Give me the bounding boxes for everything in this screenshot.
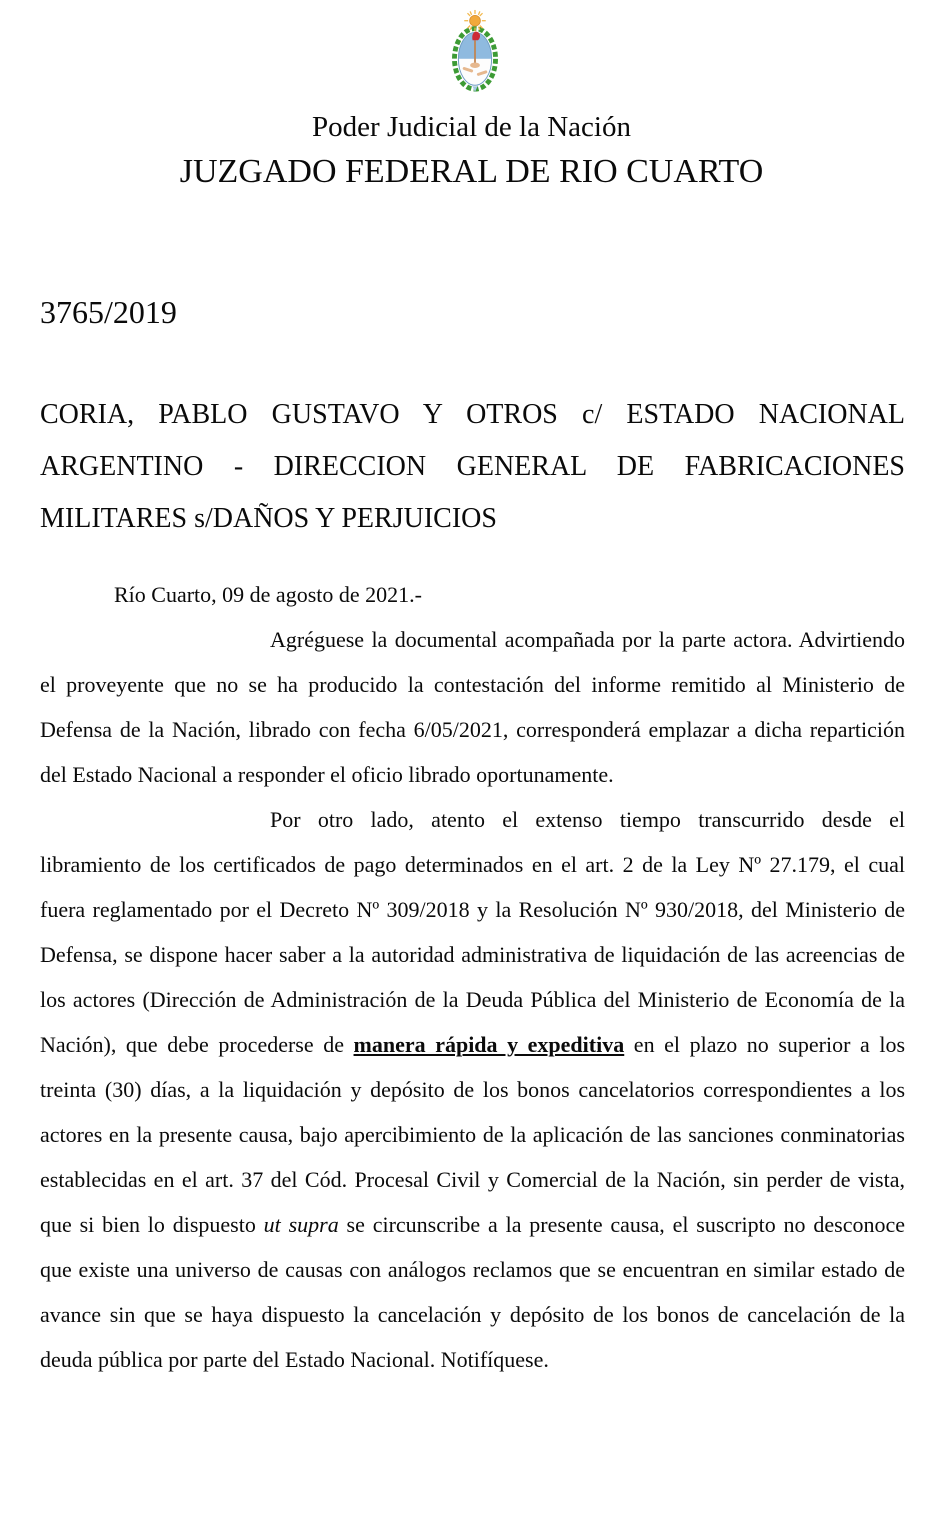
paragraph — [40, 617, 905, 797]
case-number: 3765/2019 — [40, 294, 177, 330]
institution-title: Poder Judicial de la Nación — [312, 111, 631, 143]
text-segment: manera rápida y expeditiva — [353, 1032, 625, 1057]
court-title: JUZGADO FEDERAL DE RIO CUARTO — [179, 153, 764, 190]
text-segment: ut supra — [263, 1212, 339, 1237]
text-segment: Agréguese la documental acompañada por la parte actora. Advirtiendo el proveyente que no se ha producido la contestación del informe remitido al Ministerio de Defensa de la Nación, librado con fecha 6/05/2021, corresponderá emplazar a dicha repartición del Estado Nacional a responder el oficio librado oportunamente. — [40, 627, 905, 787]
case-caption: CORIA, PABLO GUSTAVO Y OTROS c/ ESTADO NACIONAL ARGENTINO - DIRECCION GENERAL DE FABRICACIONES MILITARES s/DAÑOS Y PERJUICIOS — [40, 399, 905, 534]
body-paragraphs — [40, 617, 905, 1382]
text-segment: en el plazo no superior a los treinta (30) días, a la liquidación y depósito de los bonos cancelatorios correspondientes a los actores en la presente causa, bajo apercibimiento de la aplicación de las sanciones conminatorias establecidas en el art. 37 del Cód. Procesal Civil y Comercial de la Nación, sin perder de vista, que si bien lo dispuesto — [40, 1032, 906, 1237]
paragraph — [40, 797, 905, 1382]
text-segment: se circunscribe a la presente causa, el suscripto no desconoce que existe una universo de causas con análogos reclamos que se encuentran en similar estado de avance sin que se haya dispuesto la cancelación y depósito de los bonos de cancelación de la deuda pública por parte del Estado Nacional. Notifíquese. — [40, 1212, 905, 1372]
text-segment: Por otro lado, atento el extenso tiempo transcurrido desde el libramiento de los certificados de pago determinados en el art. 2 de la Ley Nº 27.179, el cual fuera reglamentado por el Decreto Nº 309/2018 y la Resolución Nº 930/2018, del Ministerio de Defensa, se dispone hacer saber a la autoridad administrativa de liquidación de las acreencias de los actores (Dirección de Administración de la Deuda Pública del Ministerio de Economía de la Nación), que debe procederse de — [40, 807, 905, 1057]
argentina-coat-of-arms-icon — [443, 8, 507, 96]
document-body — [40, 572, 905, 1382]
dateline: Río Cuarto, 09 de agosto de 2021.- — [114, 582, 422, 607]
